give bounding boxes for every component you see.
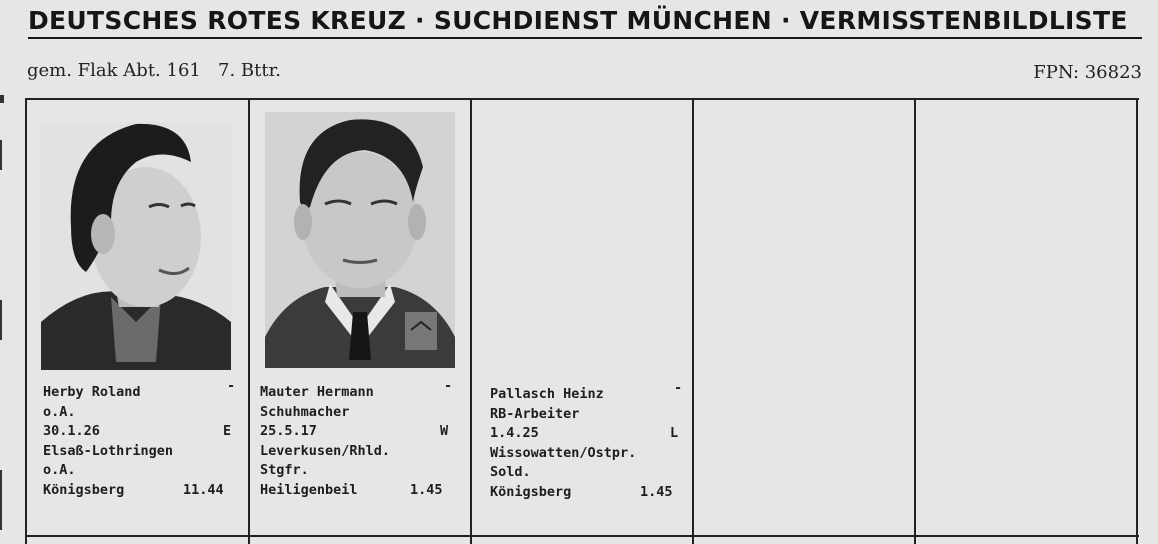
margin-mark — [0, 95, 4, 103]
margin-mark — [0, 140, 2, 170]
person-card — [472, 100, 692, 535]
person-info — [490, 380, 683, 502]
person-photo — [265, 112, 455, 368]
last-seen-date: 11.44 — [183, 481, 224, 498]
birth-date: 25.5.17 — [260, 423, 317, 439]
field-post-number: FPN: 36823 — [1033, 62, 1142, 83]
person-info — [260, 378, 453, 500]
grid-row-line — [25, 535, 1139, 537]
margin-mark — [0, 470, 2, 530]
unit-name: gem. Flak Abt. 161 — [27, 60, 201, 81]
title-underline — [28, 37, 1142, 39]
grid-column-line — [1136, 98, 1138, 544]
person-rank: RB-Arbeiter — [490, 405, 580, 422]
birthplace: Leverkusen/Rhld. — [260, 442, 391, 459]
person-card — [250, 100, 470, 535]
last-seen-date: 1.45 — [410, 481, 443, 498]
battery-name: 7. Bttr. — [218, 60, 281, 81]
person-photo — [41, 122, 231, 370]
person-info — [43, 378, 236, 500]
unit-line — [27, 60, 281, 81]
person-name: Herby Roland — [43, 384, 141, 400]
margin-mark — [0, 300, 2, 340]
dash-mark: - — [227, 378, 236, 394]
last-seen-place: Heiligenbeil — [260, 481, 358, 498]
region-code: L — [670, 425, 679, 441]
region-code: E — [223, 423, 232, 439]
last-seen-place: Königsberg — [43, 481, 125, 498]
last-seen-place: Königsberg — [490, 483, 572, 500]
occupation: Stgfr. — [260, 462, 309, 478]
birth-date: 1.4.25 — [490, 425, 539, 441]
person-name: Mauter Hermann — [260, 384, 374, 400]
person-name: Pallasch Heinz — [490, 386, 604, 402]
region-code: W — [440, 423, 449, 439]
empty-card — [694, 100, 914, 535]
dash-mark: - — [674, 380, 683, 396]
person-card — [27, 100, 248, 535]
empty-card — [916, 100, 1136, 535]
dash-mark: - — [444, 378, 453, 394]
person-rank: Schuhmacher — [260, 403, 350, 420]
document-title: DEUTSCHES ROTES KREUZ · SUCHDIENST MÜNCHEN · VERMISSTENBILDLISTE — [28, 6, 1128, 35]
person-rank: o.A. — [43, 403, 76, 420]
occupation: Sold. — [490, 464, 531, 480]
birthplace: Wissowatten/Ostpr. — [490, 444, 637, 461]
birthplace: Elsaß-Lothringen — [43, 442, 174, 459]
birth-date: 30.1.26 — [43, 423, 100, 439]
occupation: o.A. — [43, 462, 76, 478]
last-seen-date: 1.45 — [640, 483, 673, 500]
